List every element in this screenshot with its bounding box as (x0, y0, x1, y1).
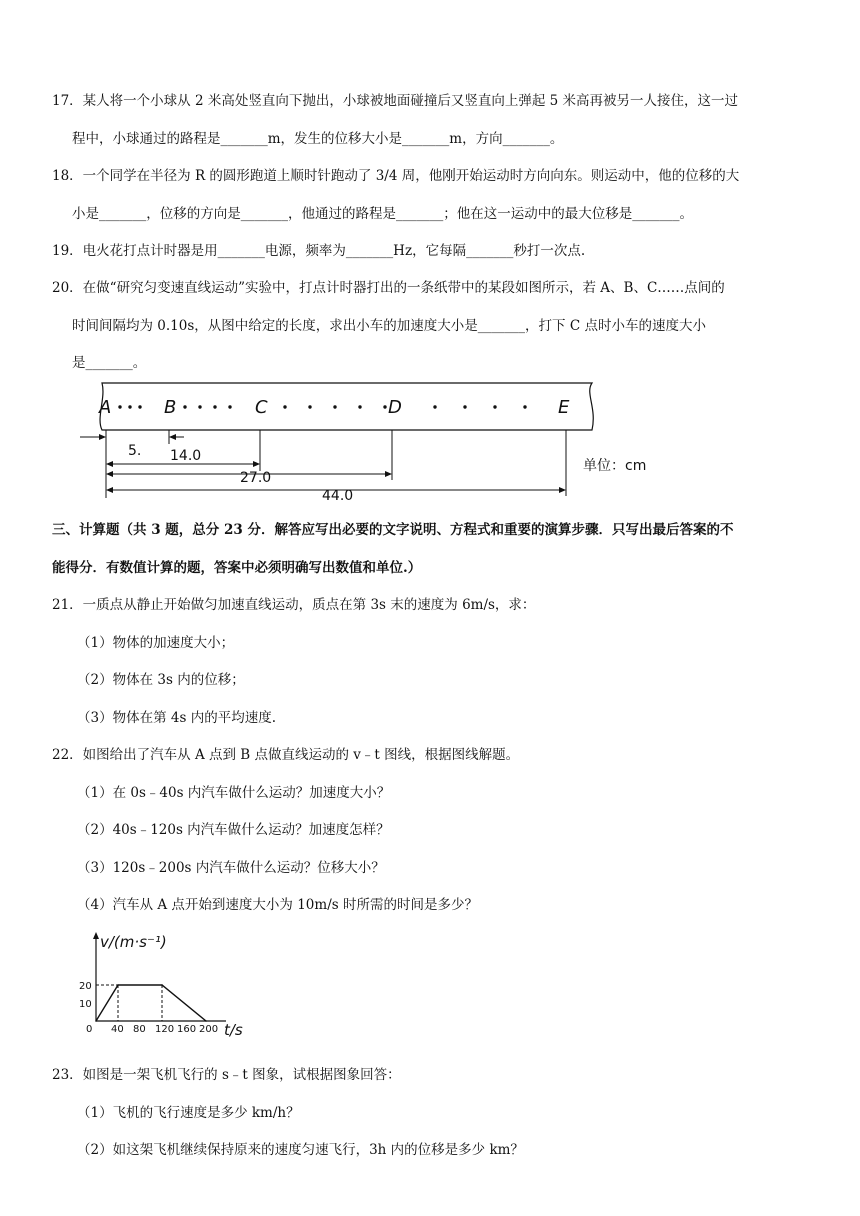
q21-part2: （2）物体在 3s 内的位移； (77, 672, 245, 688)
tape-label-b: B (164, 397, 177, 418)
q21-part1: （1）物体的加速度大小； (77, 635, 235, 651)
q23-part1: （1）飞机的飞行速度是多少 km/h？ (77, 1105, 300, 1121)
vt-y-label: v/(m·s⁻¹) (100, 933, 167, 951)
q22-part4: （4）汽车从 A 点开始到速度大小为 10m/s 时所需的时间是多少？ (77, 897, 478, 913)
vt-chart (66, 925, 256, 1043)
q23-stem: 23．如图是一架飞机飞行的 s﹣t 图象，试根据图象回答： (52, 1067, 401, 1083)
vt-x-tick-label: 80 (133, 1024, 146, 1035)
vt-x-tick-label: 120 (155, 1024, 175, 1035)
q22-part1: （1）在 0s﹣40s 内汽车做什么运动？加速度大小？ (77, 785, 391, 801)
vt-x-tick-label: 160 (177, 1024, 197, 1035)
vt-y-tick-label: 20 (79, 981, 92, 992)
q17-line2: 程中，小球通过的路程是_______m，发生的位移大小是_______m，方向_______。 (72, 131, 564, 147)
tape-label-c: C (255, 397, 268, 418)
q18-line1: 18．一个同学在半径为 R 的圆形跑道上顺时针跑动了 3/4 周，他刚开始运动时方向向东。则运动中，他的位移的大 (52, 168, 740, 184)
dim-44-label: 44.0 (322, 488, 354, 504)
dim-5 (169, 434, 184, 440)
vt-y-arrow (93, 932, 99, 939)
vt-x-tick-label: 0 (86, 1024, 93, 1035)
q21-stem: 21．一质点从静止开始做匀加速直线运动，质点在第 3s 末的速度为 6m/s，求： (52, 597, 536, 613)
dim-27-label: 27.0 (240, 470, 272, 486)
q21-part3: （3）物体在第 4s 内的平均速度. (77, 710, 276, 726)
q22-stem: 22．如图给出了汽车从 A 点到 B 点做直线运动的 v﹣t 图线，根据图线解题。 (52, 747, 520, 763)
q17-line1: 17．某人将一个小球从 2 米高处竖直向下抛出，小球被地面碰撞后又竖直向上弹起 5 米高再被另一人接住，这一过 (52, 93, 739, 109)
tape-dots (118, 405, 526, 408)
q20-line2: 时间间隔均为 0.10s，从图中给定的长度，求出小车的加速度大小是_______，打下 C 点时小车的速度大小 (72, 318, 706, 334)
dim-5-label: 5. (128, 443, 142, 459)
vt-x-tick-label: 40 (111, 1024, 124, 1035)
section3-heading-line1: 三、计算题（共 3 题，总分 23 分．解答应写出必要的文字说明、方程式和重要的演算步骤．只写出最后答案的不 (52, 522, 734, 538)
tape-unit: 单位：cm (583, 458, 647, 474)
vt-x-tick-label: 200 (199, 1024, 219, 1035)
q23-part2: （2）如这架飞机继续保持原来的速度匀速飞行，3h 内的位移是多少 km？ (77, 1142, 524, 1158)
vt-x-label: t/s (224, 1021, 243, 1039)
q18-line2: 小是_______，位移的方向是_______，他通过的路程是_______；他在这一运动中的最大位移是_______。 (72, 206, 693, 222)
dim-14-label: 14.0 (170, 448, 202, 464)
q19-line1: 19．电火花打点计时器是用_______电源，频率为_______Hz，它每隔_______秒打一次点. (52, 243, 586, 259)
paper-tape-figure (80, 378, 680, 504)
q20-line1: 20．在做“研究匀变速直线运动”实验中，打点计时器打出的一条纸带中的某段如图所示，若 A、B、C……点间的 (52, 280, 725, 296)
tape-label-e: E (558, 397, 570, 418)
section3-heading-line2: 能得分．有数值计算的题，答案中必须明确写出数值和单位.） (52, 560, 422, 576)
tape-label-a: A (99, 397, 112, 418)
q20-line3: 是_______。 (72, 355, 147, 371)
vt-series-line (96, 985, 206, 1021)
q22-part3: （3）120s﹣200s 内汽车做什么运动？位移大小？ (77, 860, 385, 876)
tape-left-arrow (80, 434, 106, 440)
q22-part2: （2）40s﹣120s 内汽车做什么运动？加速度怎样？ (77, 822, 390, 838)
vt-y-tick-label: 10 (79, 999, 92, 1010)
tape-label-d: D (388, 397, 402, 418)
